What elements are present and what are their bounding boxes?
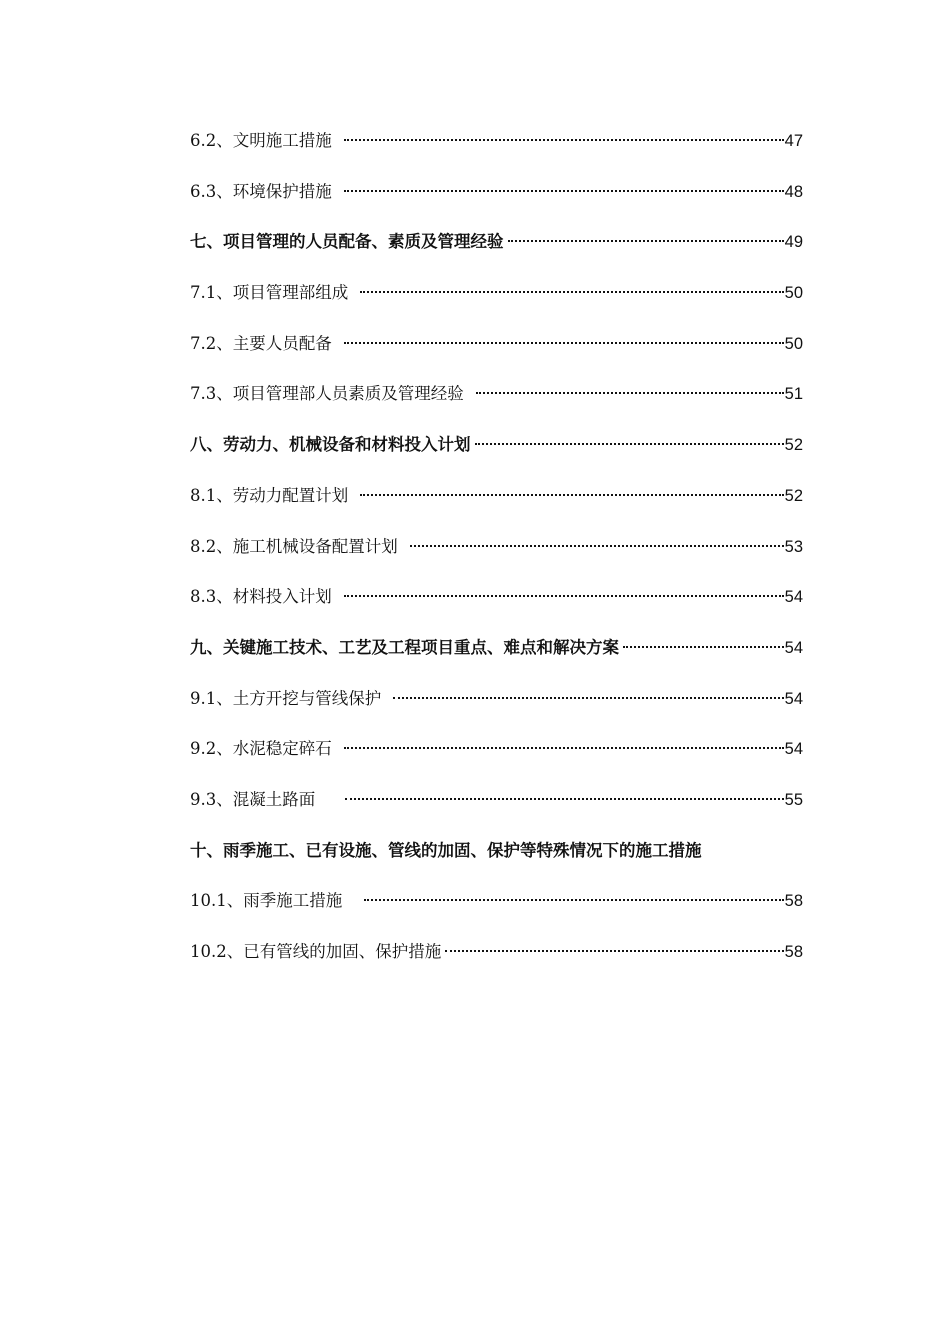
toc-heading-row[interactable]: [190, 837, 803, 888]
toc-entry-label: 七、项目管理的人员配备、素质及管理经验: [190, 232, 504, 252]
toc-row[interactable]: [190, 279, 803, 330]
toc-row[interactable]: [190, 482, 803, 533]
toc-row[interactable]: [190, 887, 803, 938]
toc-page-number: 58: [784, 892, 803, 911]
toc-entry-label: 9.2、水泥稳定碎石: [190, 739, 332, 759]
toc-dot-leader: [344, 139, 784, 141]
toc-page-number: 48: [784, 182, 803, 201]
toc-page-number: 51: [784, 385, 803, 404]
toc-row[interactable]: [190, 938, 803, 989]
toc-dot-leader: [475, 443, 784, 445]
toc-row[interactable]: [190, 178, 803, 229]
toc-dot-leader: [445, 950, 783, 952]
toc-page-number: 58: [784, 943, 803, 961]
toc-entry-label: 8.3、材料投入计划: [190, 587, 332, 607]
toc-entry-label: 10.1、雨季施工措施: [190, 891, 343, 911]
toc-dot-leader: [360, 291, 783, 293]
toc-row[interactable]: [190, 735, 803, 786]
toc-row[interactable]: [190, 127, 803, 178]
toc-entry-label: 6.2、文明施工措施: [190, 131, 332, 150]
toc-entry-label: 10.2、已有管线的加固、保护措施: [190, 942, 442, 961]
toc-entry-label: 十、雨季施工、已有设施、管线的加固、保护等特殊情况下的施工措施: [190, 840, 702, 860]
toc-dot-leader: [476, 392, 784, 394]
toc-dot-leader: [344, 190, 784, 192]
toc-row[interactable]: [190, 533, 803, 584]
toc-page-number: 54: [784, 740, 803, 759]
toc-entry-label: 九、关键施工技术、工艺及工程项目重点、难点和解决方案: [190, 637, 619, 657]
toc-entry-label: 7.3、项目管理部人员素质及管理经验: [190, 384, 464, 404]
toc-page-number: 49: [784, 233, 803, 252]
toc-entry-label: 八、劳动力、机械设备和材料投入计划: [190, 435, 471, 455]
toc-entry-label: 8.2、施工机械设备配置计划: [190, 536, 398, 556]
toc-dot-leader: [623, 646, 784, 648]
toc-dot-leader: [410, 545, 784, 547]
toc-page-number: 52: [784, 486, 803, 505]
toc-page-number: 50: [784, 334, 803, 353]
toc-dot-leader: [364, 899, 783, 901]
toc-page-number: 54: [784, 588, 803, 607]
toc-row[interactable]: [190, 786, 803, 837]
toc-dot-leader: [508, 240, 784, 242]
toc-page-number: 50: [784, 284, 803, 303]
toc-row[interactable]: [190, 330, 803, 381]
toc-page-number: 55: [784, 790, 803, 809]
toc-entry-label: 7.1、项目管理部组成: [190, 283, 349, 303]
toc-dot-leader: [344, 342, 784, 344]
toc-heading-row[interactable]: [190, 431, 803, 482]
toc-dot-leader: [393, 697, 783, 699]
toc-row[interactable]: [190, 380, 803, 431]
toc-dot-leader: [344, 747, 784, 749]
toc-dot-leader: [360, 494, 783, 496]
toc-dot-leader: [345, 798, 783, 800]
toc-page-number: 54: [784, 689, 803, 708]
toc-heading-row[interactable]: [190, 228, 803, 279]
toc-page-number: 52: [784, 436, 803, 455]
toc-page-number: 54: [784, 638, 803, 657]
toc-page-number: 53: [784, 537, 803, 556]
toc-entry-label: 6.3、环境保护措施: [190, 181, 332, 201]
toc-page-number: 47: [784, 132, 803, 150]
toc-entry-label: 9.3、混凝土路面: [190, 789, 316, 809]
toc-row[interactable]: [190, 685, 803, 736]
toc-row[interactable]: [190, 583, 803, 634]
toc-entry-label: 9.1、土方开挖与管线保护: [190, 688, 382, 708]
toc-heading-row[interactable]: [190, 634, 803, 685]
table-of-contents: [190, 127, 803, 989]
toc-entry-label: 7.2、主要人员配备: [190, 333, 332, 353]
toc-dot-leader: [344, 595, 784, 597]
toc-entry-label: 8.1、劳动力配置计划: [190, 485, 349, 505]
